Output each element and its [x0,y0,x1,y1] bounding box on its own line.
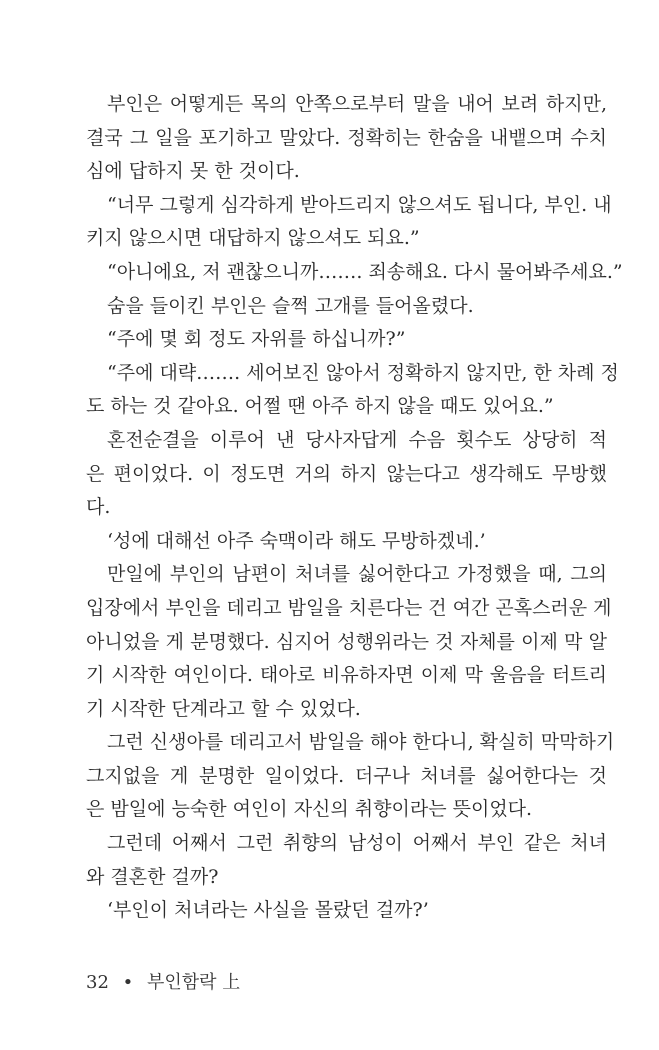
text-line: 그런 신생아를 데리고서 밤일을 해야 한다니, 확실히 막막하기 [107,731,615,754]
text-line: “아니에요, 저 괜찮으니까……. 죄송해요. 다시 물어봐주세요.” [107,260,623,283]
text-line: 숨을 들이킨 부인은 슬쩍 고개를 들어올렸다. [107,294,474,317]
text-line: 그지없을 게 분명한 일이었다. 더구나 처녀를 싫어한다는 것 [86,764,607,787]
text-line: 만일에 부인의 남편이 처녀를 싫어한다고 가정했을 때, 그의 [107,563,607,586]
text-line: 와 결혼한 걸까? [86,865,219,888]
text-line: 기 시작한 단계라고 할 수 있었다. [86,697,361,720]
book-title: 부인함락 上 [147,972,241,993]
text-line: 다. [86,496,111,519]
text-line: “주에 대략……. 세어보진 않아서 정확하지 않지만, 한 차례 정 [107,361,619,384]
text-line: 입장에서 부인을 데리고 밤일을 치른다는 건 여간 곤혹스러운 게 [86,596,612,619]
text-line: “너무 그렇게 심각하게 받아드리지 않으셔도 됩니다, 부인. 내 [107,193,612,216]
text-line: “주에 몇 회 정도 자위를 하십니까?” [107,328,406,351]
text-line: 도 하는 것 같아요. 어쩔 땐 아주 하지 않을 때도 있어요.” [86,395,554,418]
page-footer [86,968,248,994]
text-line: 기 시작한 여인이다. 태아로 비유하자면 이제 막 울음을 터트리 [86,664,607,687]
text-line: 은 편이었다. 이 정도면 거의 하지 않는다고 생각해도 무방했 [86,462,607,485]
text-line: ‘부인이 처녀라는 사실을 몰랐던 걸까?’ [107,899,429,922]
text-line: ‘성에 대해선 아주 숙맥이라 해도 무방하겠네.’ [107,529,486,552]
text-line: 결국 그 일을 포기하고 말았다. 정확히는 한숨을 내뱉으며 수치 [86,126,607,149]
footer-separator: • [122,972,134,993]
text-line: 아니었을 게 분명했다. 심지어 성행위라는 것 자체를 이제 막 알 [86,630,607,653]
page-number: 32 [86,972,109,993]
text-line: 심에 답하지 못 한 것이다. [86,160,300,183]
text-line: 혼전순결을 이루어 낸 당사자답게 수음 횟수도 상당히 적 [107,428,607,451]
text-line: 은 밤일에 능숙한 여인이 자신의 취향이라는 뜻이었다. [86,798,533,821]
text-line: 부인은 어떻게든 목의 안쪽으로부터 말을 내어 보려 하지만, [107,93,607,115]
text-line: 그런데 어째서 그런 취향의 남성이 어째서 부인 같은 처녀 [107,832,607,855]
text-line: 키지 않으시면 대답하지 않으셔도 되요.” [86,227,420,250]
book-page-body [86,88,623,928]
